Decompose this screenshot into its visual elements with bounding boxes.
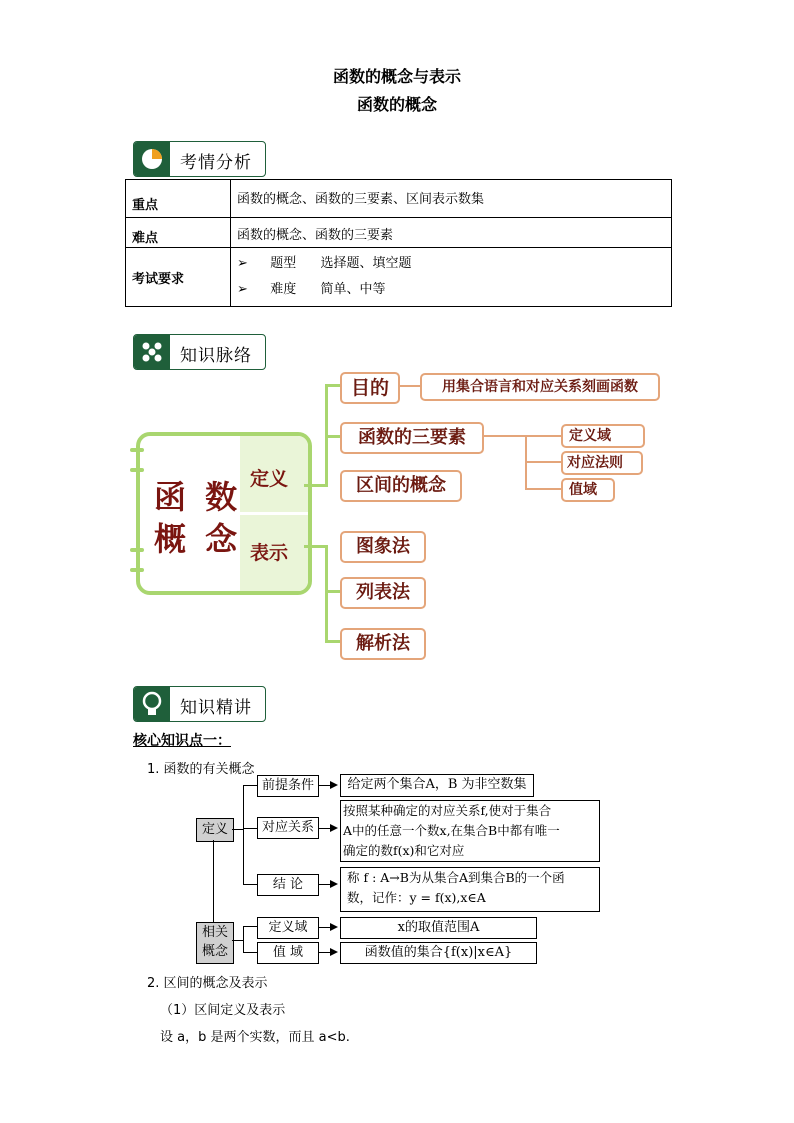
exam-item-value: 选择题、填空题 — [320, 256, 412, 271]
correspondence-text: 按照某种确定的对应关系f,使对于集合 A中的任意一个数x,在集合B中都有唯一 确定的数f(x)和它对应 — [340, 800, 600, 862]
section-title: 知识精讲 — [180, 698, 252, 718]
node-interval: 区间的概念 — [340, 470, 462, 502]
section-title: 考情分析 — [180, 153, 252, 173]
item-1: 1. 函数的有关概念 — [147, 762, 255, 777]
exam-item-value: 简单、中等 — [320, 282, 386, 297]
item-2-1: （1）区间定义及表示 — [160, 1003, 286, 1018]
node-purpose-text: 用集合语言和对应关系刻画函数 — [420, 373, 660, 401]
row-value: 函数的概念、函数的三要素 — [231, 218, 672, 248]
lightbulb-icon — [134, 687, 170, 721]
exam-item-label: 难度 — [270, 282, 297, 297]
center-line-2: 概 念 — [154, 520, 242, 558]
branch-definition: 定义 — [250, 468, 289, 490]
pie-chart-icon — [134, 142, 170, 176]
item-2: 2. 区间的概念及表示 — [147, 976, 268, 991]
node-table-method: 列表法 — [340, 577, 426, 609]
analysis-table — [125, 179, 672, 307]
row-key: 难点 — [126, 218, 231, 248]
row-value: 函数的概念、函数的三要素、区间表示数集 — [231, 180, 672, 218]
node-purpose: 目的 — [340, 372, 400, 404]
table-row — [126, 218, 672, 248]
domain-text: x的取值范围A — [340, 917, 537, 939]
exam-item-label: 题型 — [270, 256, 297, 271]
bullet-icon: ➢ — [237, 256, 248, 271]
bullet-icon: ➢ — [237, 282, 248, 297]
conclusion-label: 结 论 — [257, 874, 319, 896]
correspondence-label: 对应关系 — [257, 817, 319, 839]
network-icon — [134, 335, 170, 369]
premise-label: 前提条件 — [257, 775, 319, 797]
branch-representation: 表示 — [250, 542, 289, 564]
row-value — [231, 248, 672, 307]
row-key: 重点 — [126, 180, 231, 218]
range-label: 值 域 — [257, 942, 319, 964]
item-2-text: 设 a，b 是两个实数，而且 a<b. — [160, 1030, 350, 1045]
node-three-elements: 函数的三要素 — [340, 422, 484, 454]
page-title: 函数的概念与表示 — [332, 67, 461, 86]
domain-label: 定义域 — [257, 917, 319, 939]
node-analytic-method: 解析法 — [340, 628, 426, 660]
mindmap-center — [136, 432, 312, 595]
row-key: 考试要求 — [126, 248, 231, 307]
node-range: 值域 — [561, 478, 615, 502]
section-banner-analysis — [133, 141, 266, 177]
premise-text: 给定两个集合A，B 为非空数集 — [340, 774, 534, 797]
section-banner-outline — [133, 334, 266, 370]
node-graph-method: 图象法 — [340, 531, 426, 563]
definition-box: 定义 — [196, 818, 234, 842]
exam-item — [237, 277, 665, 303]
related-concepts-box: 相关 概念 — [196, 922, 234, 964]
table-row — [126, 248, 672, 307]
page-subtitle: 函数的概念 — [356, 95, 437, 114]
exam-item — [237, 251, 665, 277]
section-banner-lecture — [133, 686, 266, 722]
node-correspondence: 对应法则 — [561, 451, 643, 475]
table-row — [126, 180, 672, 218]
core-heading: 核心知识点一： — [133, 733, 231, 749]
node-domain: 定义域 — [561, 424, 645, 448]
section-title: 知识脉络 — [180, 346, 252, 366]
range-text: 函数值的集合{f(x)|x∈A} — [340, 942, 537, 964]
center-line-1: 函 数 — [154, 478, 242, 516]
conclusion-text: 称 f : A→B为从集合A到集合B的一个函 数，记作：y = f(x),x∈A — [340, 867, 600, 912]
